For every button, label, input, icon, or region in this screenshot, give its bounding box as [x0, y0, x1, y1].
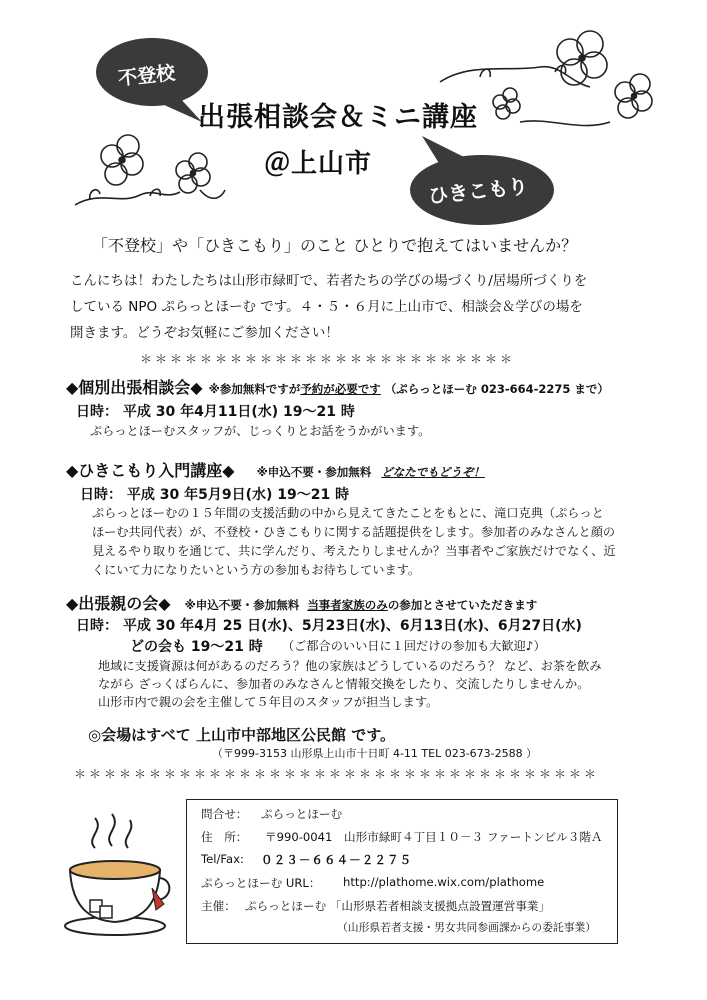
section-individual-consultation: [66, 375, 609, 398]
contact-inquiry-value: ぷらっとほーむ: [261, 807, 343, 821]
tea-cup-illustration: [60, 808, 175, 938]
section-hikikomori-lecture: [66, 458, 485, 481]
contact-tel-value: ０２３－６６４－２２７５: [261, 853, 413, 867]
divider-stars-top: ＊＊＊＊＊＊＊＊＊＊＊＊＊＊＊＊＊＊＊＊＊＊＊＊＊: [140, 352, 516, 366]
section3-body-2: ながら ざっくばらんに、参加者のみなさんと情報交換をしたり、交流したりしませんか。: [98, 677, 590, 691]
section2-datetime: 日時： 平成 30 年5月9日(水) 19～21 時: [80, 487, 350, 503]
section3-time-note: （ご都合のいい日に１回だけの参加も大歓迎♪）: [282, 639, 546, 653]
section-parents-meeting: [66, 591, 537, 614]
section3-note-b: 当事者家族のみ: [307, 598, 388, 612]
section2-heading: ◆ひきこもり入門講座◆: [66, 461, 235, 480]
contact-box: [186, 799, 618, 944]
contact-sponsor-label: 主催：: [201, 899, 236, 913]
contact-address-value: 〒990-0041 山形市緑町４丁目１０－３ ファートンビル３階Ａ: [265, 830, 603, 844]
section1-heading: ◆個別出張相談会◆: [66, 378, 203, 397]
divider-stars-bottom: ＊＊＊＊＊＊＊＊＊＊＊＊＊＊＊＊＊＊＊＊＊＊＊＊＊＊＊＊＊＊＊＊＊＊＊: [74, 767, 600, 781]
bubble-label-futoko: 不登校: [117, 62, 177, 90]
section2-body-3: 見えるやり取りを通じて、共に学んだり、考えたりしませんか？当事者やご家族だけでなく、近: [92, 544, 616, 558]
contact-sponsor-value: ぷらっとほーむ 「山形県若者相談支援拠点設置運営事業」: [245, 899, 551, 913]
contact-address-label: 住 所：: [201, 830, 248, 844]
section3-body-1: 地域に支援資源は何があるのだろう？他の家族はどうしているのだろう？ など、お茶を飲み: [98, 659, 602, 673]
section2-body-4: くにいて力になりたいという方の参加もお待ちしています。: [92, 563, 421, 577]
section3-time: どの会も 19～21 時: [130, 639, 263, 655]
section1-note-b: 予約が必要です: [300, 382, 381, 396]
lead-question: 「不登校」や「ひきこもり」のこと ひとりで抱えてはいませんか？: [92, 236, 578, 255]
section1-note-c: （ぷらっとほーむ 023-664-2275 まで）: [384, 382, 609, 396]
intro-line-2: している NPO ぷらっとほーむ です。４・５・６月に上山市で、相談会＆学びの場を: [70, 299, 583, 315]
section2-note-a: ※申込不要・参加無料: [256, 465, 372, 479]
intro-line-3: 開きます。どうぞお気軽にご参加ください！: [70, 325, 339, 341]
venue-main: ◎会場はすべて 上山市中部地区公民館 です。: [88, 726, 396, 744]
contact-url-link[interactable]: http://plathome.wix.com/plathome: [343, 875, 545, 889]
section3-heading: ◆出張親の会◆: [66, 594, 171, 613]
page-subtitle-location: ＠上山市: [264, 149, 373, 179]
section3-note-c: の参加とさせていただきます: [387, 598, 538, 612]
contact-commission-note: （山形県若者支援・男女共同参画課からの委託事業）: [337, 921, 597, 934]
intro-line-1: こんにちは！わたしたちは山形市緑町で、若者たちの学びの場づくり/居場所づくりを: [70, 273, 588, 289]
section1-datetime: 日時： 平成 30 年4月11日(水) 19～21 時: [76, 404, 355, 420]
venue-address: （〒999-3153 山形県上山市十日町 4-11 TEL 023-673-2588 ）: [212, 747, 538, 760]
section2-note-b: どなたでもどうぞ！: [381, 465, 485, 479]
contact-tel-label: Tel/Fax:: [201, 852, 244, 866]
section2-body-1: ぷらっとほーむの１５年間の支援活動の中から見えてきたことをもとに、滝口克典（ぷらっと: [92, 506, 604, 520]
contact-url-label: ぷらっとほーむ URL：: [201, 876, 321, 890]
section3-datetime: 日時： 平成 30 年4月 25 日(水)、5月23日(水)、6月13日(水)、6月27日(水): [76, 618, 582, 634]
section3-body-3: 山形市内で親の会を主催して５年目のスタッフが担当します。: [98, 695, 439, 709]
bubble-label-hikikomori: ひきこもり: [427, 173, 530, 209]
contact-inquiry-label: 問合せ：: [201, 807, 248, 821]
section2-body-2: ほーむ共同代表）が、不登校・ひきこもりに関する話題提供をします。参加者のみなさんと顔の: [92, 525, 616, 539]
section1-body: ぷらっとほーむスタッフが、じっくりとお話をうかがいます。: [90, 424, 431, 438]
page-title: 出張相談会＆ミニ講座: [198, 102, 478, 133]
section3-note-a: ※申込不要・参加無料: [184, 598, 300, 612]
section1-note-a: ※参加無料ですが: [208, 382, 301, 396]
